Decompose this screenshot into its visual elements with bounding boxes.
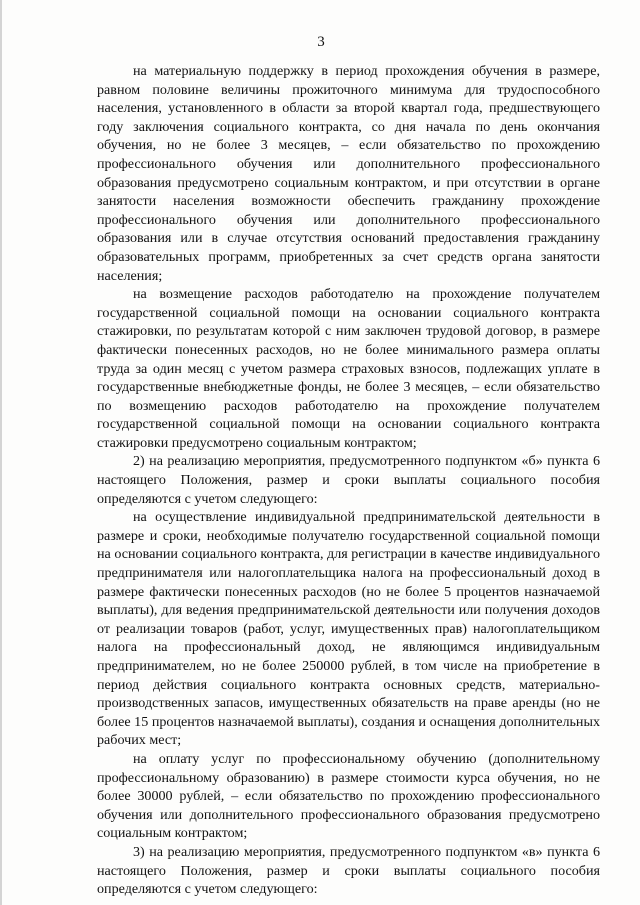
paragraph-material-support: на материальную поддержку в период прохождения обучения в размере, равном половине величины прожиточного минимума для трудоспособного населения, установленного в области за второй квартал года, предшествующего году заключения социального контракта, со дня начала по день окончания обучения, но не более 3 месяцев, – если обязательство по прохождению профессионального обучения или дополнительного профессионального образования предусмотрено социальным контрактом, и при отсутствии в органе занятости населения возможности обеспечить гражданину прохождение профессионального обучения или дополнительного профессионального образования или в случае отсутствия оснований предоставления гражданину образовательных программ, приобретенных за счет средств органа занятости населения;: [97, 63, 600, 284]
document-body: [97, 62, 600, 899]
paragraph-item-3: 3) на реализацию мероприятия, предусмотренного подпунктом «в» пункта 6 настоящего Положения, размер и сроки выплаты социального пособия определяются с учетом следующего:: [97, 843, 600, 898]
paragraph-entrepreneurship: на осуществление индивидуальной предпринимательской деятельности в размере и сроки, необходимые получателю государственной социальной помощи на основании социального контракта, для регистрации в качестве индивидуального предпринимателя или налогоплательщика налога на профессиональный доход в размере фактически понесенных расходов (но не более 5 процентов назначаемой выплаты), для ведения предпринимательской деятельности или получения доходов от реализации товаров (работ, услуг, имущественных прав) налогоплательщиком налога на профессиональный доход, не являющимся индивидуальным предпринимателем, но не более 250000 рублей, в том числе на приобретение в период действия социального контракта основных средств, материально-производственных запасов, имущественных обязательств на праве аренды (но не более 15 процентов назначаемой выплаты), создания и оснащения дополнительных рабочих мест;: [97, 509, 600, 749]
paragraph-employer-reimbursement: на возмещение расходов работодателю на прохождение получателем государственной социальной помощи на основании социального контракта стажировки, по результатам которой с ним заключен трудовой договор, в размере фактически понесенных расходов, но не более минимального размера оплаты труда за один месяц с учетом размера страховых взносов, подлежащих уплате в государственные внебюджетные фонды, не более 3 месяцев, – если обязательство по возмещению расходов работодателю на прохождение получателем государственной социальной помощи на основании социального контракта стажировки предусмотрено социальным контрактом;: [97, 286, 600, 451]
paragraph-item-2: 2) на реализацию мероприятия, предусмотренного подпунктом «б» пункта 6 настоящего Положения, размер и сроки выплаты социального пособия определяются с учетом следующего:: [97, 453, 600, 507]
paragraph-training-payment: на оплату услуг по профессиональному обучению (дополнительному профессиональному образованию) в размере стоимости курса обучения, но не более 30000 рублей, – если обязательство по прохождению профессионального обучения или дополнительного профессионального образования предусмотрено социальным контрактом;: [97, 750, 600, 842]
page-number: 3: [317, 34, 325, 50]
